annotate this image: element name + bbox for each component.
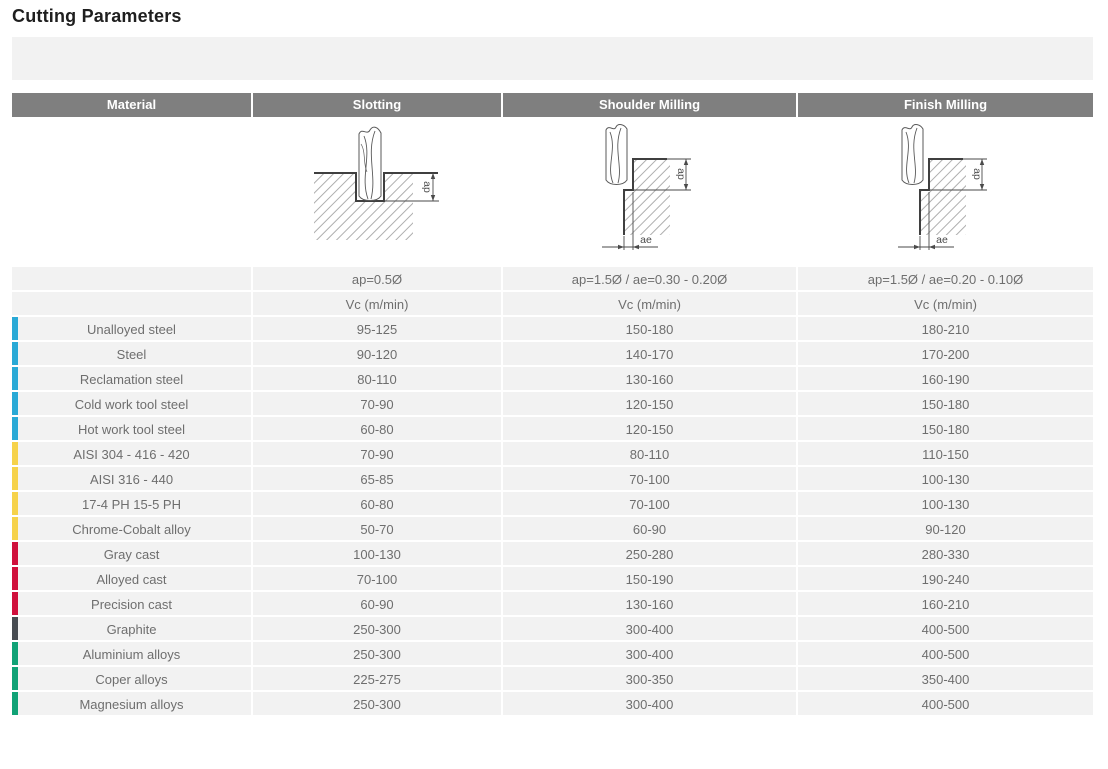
finish-milling-value: 400-500 — [798, 692, 1093, 717]
diagram-row — [12, 119, 1093, 267]
material-color-bar — [12, 342, 18, 365]
shoulder-milling-value: 300-400 — [503, 617, 798, 642]
material-cell — [12, 317, 253, 342]
material-cell — [12, 542, 253, 567]
slotting-value: 250-300 — [253, 692, 503, 717]
finish-milling-value: 150-180 — [798, 392, 1093, 417]
table-row — [12, 542, 1093, 567]
finish-milling-value: 400-500 — [798, 642, 1093, 667]
slotting-unit: Vc (m/min) — [253, 292, 503, 317]
material-name: Reclamation steel — [79, 372, 184, 387]
shoulder-milling-parameters: ap=1.5Ø / ae=0.30 - 0.20Ø — [503, 267, 798, 292]
finish-milling-value: 170-200 — [798, 342, 1093, 367]
material-color-bar — [12, 617, 18, 640]
diagram-cell-finish-milling — [798, 119, 1093, 267]
diagram-cell-slotting — [253, 119, 503, 267]
finish-milling-value: 190-240 — [798, 567, 1093, 592]
material-cell — [12, 367, 253, 392]
material-color-bar — [12, 492, 18, 515]
shoulder-milling-value: 130-160 — [503, 592, 798, 617]
column-header-material: Material — [12, 93, 253, 119]
material-color-bar — [12, 542, 18, 565]
slotting-value: 80-110 — [253, 367, 503, 392]
diagram-cell-empty — [12, 119, 253, 267]
table-row — [12, 567, 1093, 592]
material-color-bar — [12, 317, 18, 340]
shoulder-milling-value: 80-110 — [503, 442, 798, 467]
shoulder-milling-value: 250-280 — [503, 542, 798, 567]
table-row — [12, 642, 1093, 667]
material-cell — [12, 692, 253, 717]
table-row — [12, 592, 1093, 617]
material-name: Steel — [116, 347, 147, 362]
unit-cell-empty — [12, 292, 253, 317]
material-cell — [12, 417, 253, 442]
material-cell — [12, 392, 253, 417]
material-name: Magnesium alloys — [79, 697, 184, 712]
slotting-parameters: ap=0.5Ø — [253, 267, 503, 292]
material-name: AISI 316 - 440 — [89, 472, 174, 487]
ap-dimension-label: ap — [674, 168, 687, 180]
table-row — [12, 367, 1093, 392]
material-name: Gray cast — [103, 547, 160, 562]
material-name: Alloyed cast — [96, 572, 167, 587]
material-cell — [12, 442, 253, 467]
parameter-row — [12, 267, 1093, 292]
shoulder-milling-value: 120-150 — [503, 392, 798, 417]
material-cell — [12, 492, 253, 517]
finish-milling-parameters: ap=1.5Ø / ae=0.20 - 0.10Ø — [798, 267, 1093, 292]
shoulder-milling-value: 60-90 — [503, 517, 798, 542]
end-mill-drawing — [359, 127, 381, 200]
shoulder-milling-diagram — [600, 122, 700, 254]
material-cell — [12, 617, 253, 642]
shoulder-milling-value: 150-180 — [503, 317, 798, 342]
shoulder-milling-value: 300-400 — [503, 692, 798, 717]
end-mill-drawing — [902, 125, 923, 185]
slotting-value: 70-90 — [253, 392, 503, 417]
shoulder-milling-value: 140-170 — [503, 342, 798, 367]
material-color-bar — [12, 567, 18, 590]
slotting-value: 95-125 — [253, 317, 503, 342]
finish-milling-value: 350-400 — [798, 667, 1093, 692]
material-cell — [12, 342, 253, 367]
material-color-bar — [12, 392, 18, 415]
finish-milling-diagram — [896, 122, 996, 254]
shoulder-milling-unit: Vc (m/min) — [503, 292, 798, 317]
material-color-bar — [12, 367, 18, 390]
finish-milling-value: 160-210 — [798, 592, 1093, 617]
slotting-value: 225-275 — [253, 667, 503, 692]
parameter-cell-empty — [12, 267, 253, 292]
material-color-bar — [12, 442, 18, 465]
material-cell — [12, 467, 253, 492]
table-row — [12, 692, 1093, 717]
finish-milling-value: 400-500 — [798, 617, 1093, 642]
slotting-value: 60-90 — [253, 592, 503, 617]
material-color-bar — [12, 517, 18, 540]
slotting-value: 70-100 — [253, 567, 503, 592]
material-name: Coper alloys — [95, 672, 168, 687]
finish-milling-value: 180-210 — [798, 317, 1093, 342]
ap-dimension-label: ap — [970, 168, 983, 180]
page-title: Cutting Parameters — [12, 6, 182, 26]
slotting-value: 50-70 — [253, 517, 503, 542]
material-color-bar — [12, 692, 18, 715]
table-row — [12, 467, 1093, 492]
slotting-value: 90-120 — [253, 342, 503, 367]
finish-milling-value: 100-130 — [798, 492, 1093, 517]
shoulder-milling-value: 150-190 — [503, 567, 798, 592]
slotting-value: 100-130 — [253, 542, 503, 567]
table-row — [12, 617, 1093, 642]
table-row — [12, 492, 1093, 517]
finish-milling-value: 150-180 — [798, 417, 1093, 442]
material-name: Chrome-Cobalt alloy — [72, 522, 191, 537]
material-name: Graphite — [106, 622, 157, 637]
slotting-diagram — [311, 122, 443, 248]
shoulder-milling-value: 130-160 — [503, 367, 798, 392]
table-row — [12, 442, 1093, 467]
material-cell — [12, 592, 253, 617]
material-hatch — [624, 159, 670, 235]
finish-milling-value: 100-130 — [798, 467, 1093, 492]
end-mill-drawing — [606, 125, 627, 185]
slotting-value: 250-300 — [253, 642, 503, 667]
shoulder-milling-value: 120-150 — [503, 417, 798, 442]
table-row — [12, 317, 1093, 342]
slotting-value: 60-80 — [253, 492, 503, 517]
finish-milling-unit: Vc (m/min) — [798, 292, 1093, 317]
material-name: Hot work tool steel — [78, 422, 185, 437]
material-name: Precision cast — [91, 597, 172, 612]
ae-dimension-label: ae — [935, 234, 948, 246]
shoulder-milling-value: 300-350 — [503, 667, 798, 692]
slotting-value: 60-80 — [253, 417, 503, 442]
table-row — [12, 517, 1093, 542]
table-row — [12, 392, 1093, 417]
column-header-finish-milling: Finish Milling — [798, 93, 1093, 119]
material-color-bar — [12, 592, 18, 615]
diagram-cell-shoulder-milling — [503, 119, 798, 267]
ap-dimension-label: ap — [421, 181, 433, 193]
material-color-bar — [12, 417, 18, 440]
material-color-bar — [12, 667, 18, 690]
material-cell — [12, 667, 253, 692]
slotting-value: 70-90 — [253, 442, 503, 467]
finish-milling-value: 280-330 — [798, 542, 1093, 567]
material-color-bar — [12, 642, 18, 665]
material-cell — [12, 517, 253, 542]
ae-dimension-label: ae — [639, 234, 652, 246]
shoulder-milling-value: 70-100 — [503, 492, 798, 517]
material-color-bar — [12, 467, 18, 490]
table-row — [12, 417, 1093, 442]
table-header — [12, 93, 1093, 119]
material-cell — [12, 567, 253, 592]
column-header-shoulder-milling: Shoulder Milling — [503, 93, 798, 119]
table-row — [12, 667, 1093, 692]
column-header-slotting: Slotting — [253, 93, 503, 119]
finish-milling-value: 160-190 — [798, 367, 1093, 392]
toolbar-band — [12, 37, 1093, 80]
cutting-parameters-table — [12, 93, 1093, 717]
shoulder-milling-value: 300-400 — [503, 642, 798, 667]
material-cell — [12, 642, 253, 667]
material-hatch — [920, 159, 966, 235]
material-name: Cold work tool steel — [74, 397, 189, 412]
material-name: AISI 304 - 416 - 420 — [73, 447, 190, 462]
slotting-value: 250-300 — [253, 617, 503, 642]
unit-row — [12, 292, 1093, 317]
shoulder-milling-value: 70-100 — [503, 467, 798, 492]
finish-milling-value: 110-150 — [798, 442, 1093, 467]
material-name: 17-4 PH 15-5 PH — [82, 497, 181, 512]
finish-milling-value: 90-120 — [798, 517, 1093, 542]
material-name: Unalloyed steel — [87, 322, 176, 337]
material-name: Aluminium alloys — [82, 647, 181, 662]
slotting-value: 65-85 — [253, 467, 503, 492]
table-row — [12, 342, 1093, 367]
